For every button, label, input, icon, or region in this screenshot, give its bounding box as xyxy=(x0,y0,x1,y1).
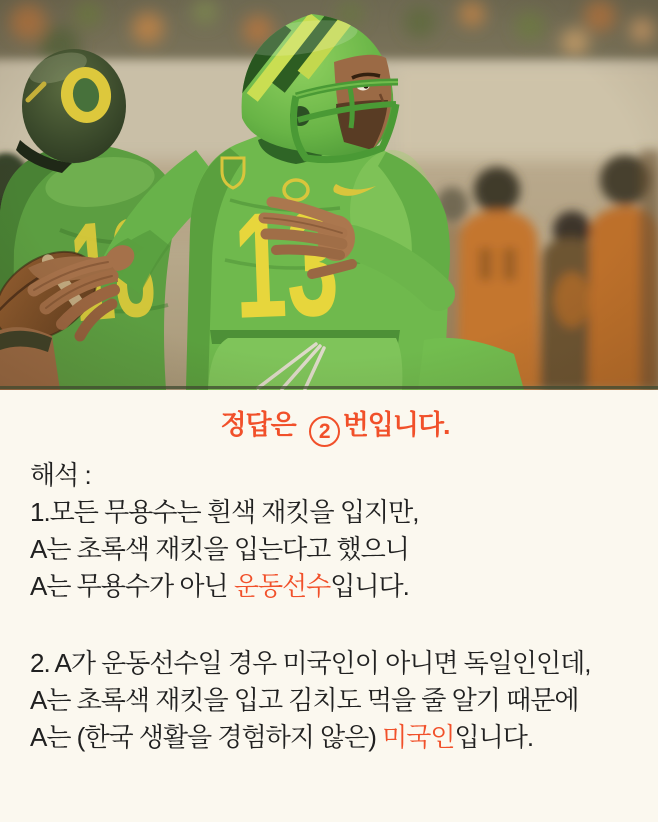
illustration-bottom-edge xyxy=(0,386,658,389)
explanation-line: A는 초록색 재킷을 입고 김치도 먹을 줄 알기 때문에 xyxy=(30,685,579,715)
explanation-line: A는 무용수가 아닌 운동선수입니다. xyxy=(30,571,409,601)
answer-prefix: 정답은 xyxy=(220,410,296,440)
explanation-intro: 해석 : xyxy=(30,460,91,490)
answer-suffix: 번입니다. xyxy=(342,410,450,440)
highlight-american: 미국인 xyxy=(382,722,455,752)
answer-heading xyxy=(30,407,640,447)
explanation-line: A는 (한국 생활을 경험하지 않은) 미국인입니다. xyxy=(30,722,534,752)
explanation-line: 2. A가 운동선수일 경우 미국인이 아니면 독일인인데, xyxy=(30,648,591,678)
explanation-line: A는 초록색 재킷을 입는다고 했으니 xyxy=(30,534,409,564)
explanation-paragraph-1 xyxy=(30,457,640,605)
football-illustration xyxy=(0,0,658,390)
explanation-line: 1.모든 무용수는 흰색 재킷을 입지만, xyxy=(30,497,419,527)
highlight-athlete: 운동선수 xyxy=(233,571,331,601)
vignette xyxy=(0,0,658,390)
explanation-paragraph-2 xyxy=(30,645,640,756)
circled-answer-number: 2 xyxy=(309,416,340,447)
answer-section xyxy=(0,407,658,756)
